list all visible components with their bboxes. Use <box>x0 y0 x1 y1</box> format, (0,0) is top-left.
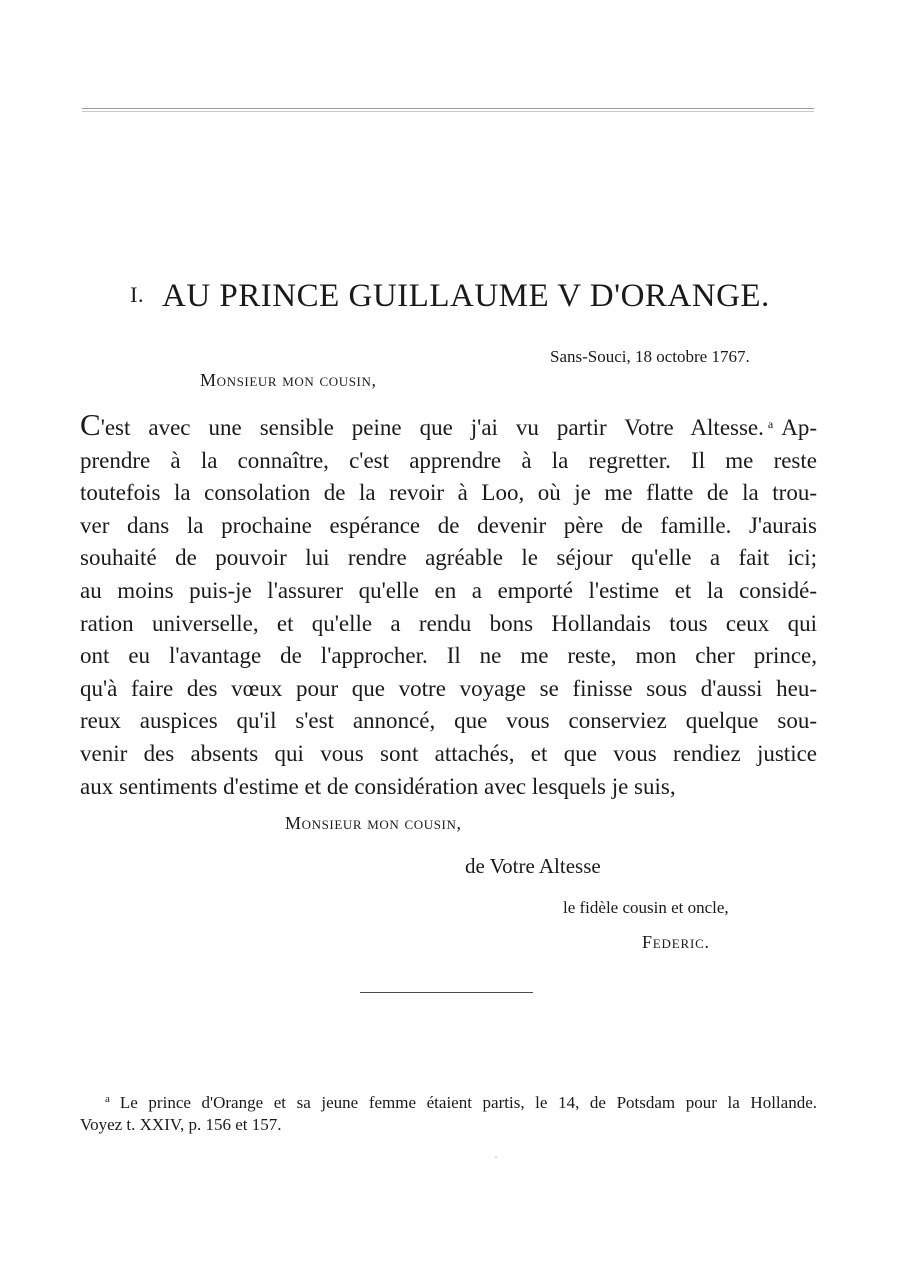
letter-title: AU PRINCE GUILLAUME V D'ORANGE. <box>162 278 770 314</box>
dateline: Sans-Souci, 18 octobre 1767. <box>550 347 750 366</box>
footnote-mark: a <box>105 1093 110 1105</box>
letter-number: I. <box>130 282 144 307</box>
letter-line: ont eu l'avantage de l'approcher. Il ne me reste, mon cher prince, <box>80 643 817 669</box>
letter-first-line: 'est avec une sensible peine que j'ai vu partir Votre Altesse. <box>100 415 764 440</box>
letter-heading <box>0 278 900 315</box>
letter-last-line: aux sentiments d'estime et de considération avec lesquels je suis, <box>80 773 676 799</box>
letter-body <box>80 408 817 803</box>
footnote <box>80 1088 817 1136</box>
letter-line: au moins puis-je l'assurer qu'elle en a emporté l'estime et la considé- <box>80 577 817 603</box>
salutation: Monsieur mon cousin, <box>200 370 377 390</box>
letter-line: ver dans la prochaine espérance de devenir père de famille. J'aurais <box>80 512 817 538</box>
footnote-reference: a <box>767 417 774 431</box>
letter-line: souhaité de pouvoir lui rendre agréable le séjour qu'elle a fait ici; <box>80 545 817 571</box>
letter-line: reux auspices qu'il s'est annoncé, que vous conserviez quelque sou- <box>80 708 817 734</box>
footnote-line-2: Voyez t. XXIV, p. 156 et 157. <box>80 1115 282 1134</box>
letter-line <box>80 408 817 445</box>
signature: Federic. <box>642 932 710 952</box>
section-divider <box>360 992 533 993</box>
letter-line: venir des absents qui vous sont attachés, et que vous rendiez justice <box>80 740 817 766</box>
header-rule <box>82 108 814 109</box>
letter-first-line-tail: Ap- <box>781 415 817 440</box>
letter-line: prendre à la connaître, c'est apprendre à la regretter. Il me reste <box>80 447 817 473</box>
closing-line-2: le fidèle cousin et oncle, <box>563 898 729 917</box>
closing-line-1: de Votre Altesse <box>465 854 601 878</box>
footnote-text-1: Le prince d'Orange et sa jeune femme étaient partis, le 14, de Potsdam pour la Hollande. <box>119 1093 817 1112</box>
letter-line: toutefois la consolation de la revoir à Loo, où je me flatte de la trou- <box>80 480 817 506</box>
drop-cap: C <box>80 407 101 442</box>
paper-speck <box>495 1156 497 1158</box>
closing-salutation: Monsieur mon cousin, <box>285 813 462 833</box>
footnote-line-1 <box>80 1088 817 1114</box>
letter-line: ration universelle, et qu'elle a rendu bons Hollandais tous ceux qui <box>80 610 817 636</box>
letter-line: qu'à faire des vœux pour que votre voyage se finisse sous d'aussi heu- <box>80 675 817 701</box>
